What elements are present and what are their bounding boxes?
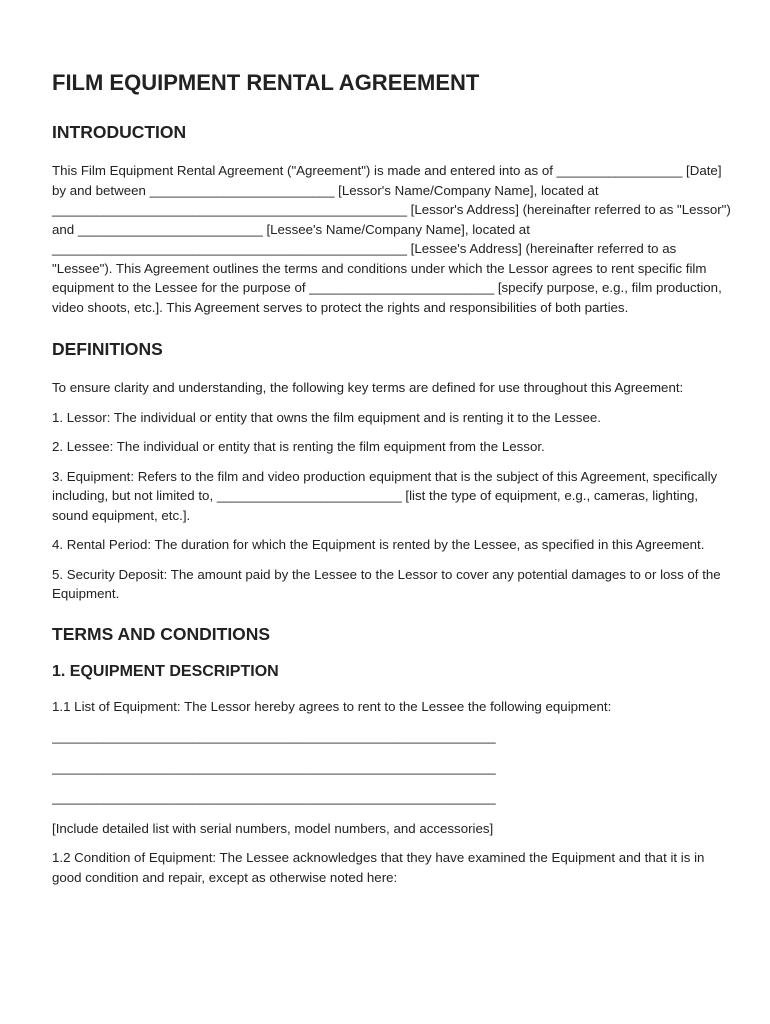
introduction-paragraph: This Film Equipment Rental Agreement ("Agreement") is made and entered into as of _________________ [Date] by and between _________________________ [Lessor's Name/Company Name], located at ________________________________________________ [Lessor's Address] (hereinafter referred to as "Lessor") and _________________________ [Lessee's Name/Company Name], located at ________________________________________________ [Lessee's Address] (hereinafter referred to as "Lessee"). This Agreement outlines the terms and conditions under which the Lessor agrees to rent specific film equipment to the Lessee for the purpose of _________________________ [specify purpose, e.g., film production, video shoots, etc.]. This Agreement serves to protect the rights and responsibilities of both parties. [52,163,731,315]
definition-item-rental-period: 4. Rental Period: The duration for which the Equipment is rented by the Lessee, as specified in this Agreement. [52,537,705,552]
definition-item-lessor: 1. Lessor: The individual or entity that owns the film equipment and is renting it to the Lessee. [52,409,601,425]
equipment-blank-line: ____________________________________________________________ [52,759,496,775]
equipment-condition-paragraph: 1.2 Condition of Equipment: The Lessee acknowledges that they have examined the Equipment and that it is in good condition and repair, except as otherwise noted here: [52,850,705,885]
definition-item-lessee: 2. Lessee: The individual or entity that is renting the film equipment from the Lessor. [52,439,545,454]
equipment-blank-line: ____________________________________________________________ [52,729,496,744]
equipment-blank-line: ____________________________________________________________ [52,790,496,805]
equipment-list-note: [Include detailed list with serial numbers, model numbers, and accessories] [52,820,494,836]
document-title: FILM EQUIPMENT RENTAL AGREEMENT [52,70,480,95]
definitions-heading: DEFINITIONS [52,339,163,359]
terms-heading: TERMS AND CONDITIONS [52,623,271,644]
definitions-intro: To ensure clarity and understanding, the following key terms are defined for use throughout this Agreement: [52,380,684,395]
document-page [52,70,732,897]
equipment-list-intro: 1.1 List of Equipment: The Lessor hereby agrees to rent to the Lessee the following equipment: [52,698,612,714]
definition-item-equipment: 3. Equipment: Refers to the film and video production equipment that is the subject of this Agreement, specifically including, but not limited to, _________________________ [list the type of equipment, e.g., cameras, lighting, sound equipment, etc.]. [52,468,718,523]
introduction-heading: INTRODUCTION [52,122,187,142]
equipment-description-heading: 1. EQUIPMENT DESCRIPTION [52,662,279,680]
definition-item-security-deposit: 5. Security Deposit: The amount paid by the Lessee to the Lessor to cover any potential damages to or loss of the Equipment. [52,566,721,601]
